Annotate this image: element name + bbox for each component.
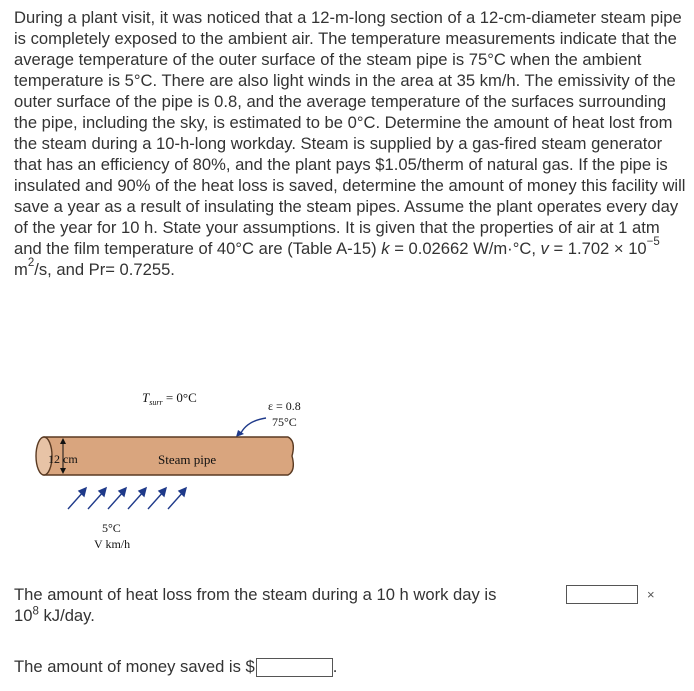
problem-text: During a plant visit, it was noticed that a 12-m-long section of a 12-cm-diameter steam pipe is completely exposed to the ambient air. The temperature measurements indicate that the average temperature of the outer surface of the steam pipe is 75°C when the ambient temperature is 5°C. There are also light winds in the area at 35 km/h. The emissivity of the outer surface of the pipe is 0.8, and the average temperature of the surfaces surrounding the pipe, including the sky, is estimated to be 0°C. Determine the amount of heat lost from the steam during a 10-h-long workday. Steam is supplied by a gas-fired steam generator that has an efficiency of 80%, and the plant pays $1.05/therm of natural gas. If the pipe is insulated and 90% of the heat loss is saved, determine the amount of money this facility will save a year as a result of insulating the steam pipes. Assume the plant operates every day of the year for 10 h. State your assumptions. It is given that the properties of air at 1 atm and the film temperature of 40°C are (Table A-15)	[14, 8, 686, 258]
emissivity-label: ε = 0.8	[268, 399, 301, 413]
surface-pointer-arrow	[240, 418, 266, 435]
steam-pipe-figure	[30, 385, 320, 560]
heat-loss-unit: kJ/day.	[38, 606, 95, 625]
nu-unit-exponent: 2	[27, 257, 35, 270]
nu-value: = 1.702 × 10	[548, 239, 647, 258]
k-value: = 0.02662 W/m·°C,	[389, 239, 541, 258]
nu-symbol: v	[540, 239, 549, 258]
question-money-saved	[14, 656, 337, 677]
nu-exponent: −5	[646, 236, 660, 249]
question2-text: The amount of money saved is $	[14, 657, 255, 676]
power-exponent: 8	[32, 605, 39, 618]
question1-text: The amount of heat loss from the steam during a 10 h work day is	[14, 585, 497, 604]
diameter-label: 12 cm	[48, 452, 78, 466]
nu-unit: m	[14, 260, 28, 279]
surface-temp-label: 75°C	[272, 415, 297, 429]
problem-statement	[14, 7, 690, 280]
wind-speed-label: V km/h	[94, 537, 131, 551]
heat-loss-answer-input[interactable]	[566, 585, 638, 604]
money-saved-answer-input[interactable]	[256, 658, 333, 677]
power-base: 10	[14, 606, 33, 625]
question2-period: .	[332, 657, 338, 676]
ambient-temp-label: 5°C	[102, 521, 121, 535]
k-symbol: k	[381, 239, 390, 258]
tsurr-label: $T_{surr} = 0^\circ C$	[142, 390, 197, 407]
wind-arrows	[68, 488, 186, 509]
pipe-label: Steam pipe	[158, 452, 217, 467]
nu-unit-tail: /s, and Pr= 0.7255.	[34, 260, 175, 279]
times-symbol: ×	[647, 587, 655, 602]
